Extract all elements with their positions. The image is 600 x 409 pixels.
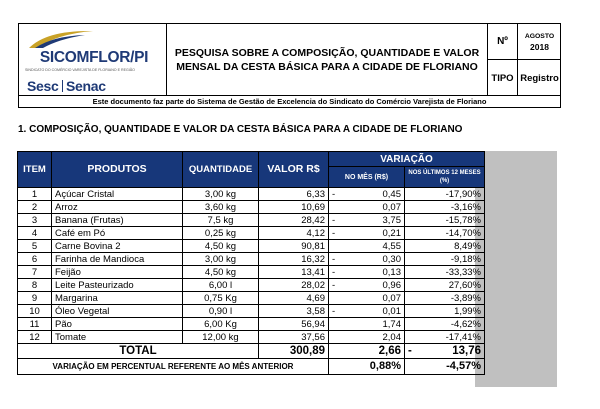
side-gray-panel: [475, 151, 557, 387]
percent-row: [18, 359, 485, 375]
row-mes: 0,07: [382, 201, 401, 213]
row-item: 11: [18, 318, 52, 331]
row-quantidade: 0,75 Kg: [183, 292, 259, 305]
row-produto: Tomate: [52, 331, 183, 344]
table-row: [18, 331, 485, 344]
tipo-label: TIPO: [488, 60, 518, 96]
row-ultimos-12: -17,90%: [405, 188, 485, 201]
row-item: 2: [18, 201, 52, 214]
row-quantidade: 0,90 l: [183, 305, 259, 318]
row-mes: 0,21: [382, 227, 401, 239]
row-mes-cell: [329, 331, 405, 344]
table-row: [18, 240, 485, 253]
table-row: [18, 201, 485, 214]
document-header: [18, 23, 561, 96]
row-valor: 56,94: [259, 318, 329, 331]
row-sign: -: [332, 266, 336, 278]
table-row: [18, 227, 485, 240]
header-item: ITEM: [18, 152, 52, 188]
swoosh-logo-icon: [27, 28, 97, 50]
row-sign: -: [332, 188, 336, 200]
year-label: 2018: [530, 41, 549, 52]
date-cell: [518, 24, 561, 60]
row-quantidade: 4,50 kg: [183, 266, 259, 279]
row-quantidade: 12,00 kg: [183, 331, 259, 344]
header-produtos: PRODUTOS: [52, 152, 183, 188]
total-ano: 13,76: [452, 344, 481, 357]
total-row: [18, 344, 485, 359]
row-sign: -: [332, 305, 336, 317]
row-valor: 28,42: [259, 214, 329, 227]
row-mes-cell: [329, 253, 405, 266]
brand-subtitle: SINDICATO DO COMÉRCIO VAREJISTA DE FLORIANO E REGIÃO: [25, 68, 135, 72]
header-ultimos-12-meses: NOS ÚLTIMOS 12 MESES (%): [405, 167, 485, 188]
row-valor: 3,58: [259, 305, 329, 318]
document-title: PESQUISA SOBRE A COMPOSIÇÃO, QUANTIDADE E VALOR MENSAL DA CESTA BÁSICA PARA A CIDADE DE FLORIANO: [167, 24, 488, 96]
row-mes-cell: [329, 305, 405, 318]
row-ultimos-12: -3,89%: [405, 292, 485, 305]
row-valor: 28,02: [259, 279, 329, 292]
header-no-mes: NO MÊS (R$): [329, 167, 405, 188]
row-valor: 16,32: [259, 253, 329, 266]
row-sign: -: [332, 253, 336, 265]
row-ultimos-12: -14,70%: [405, 227, 485, 240]
row-quantidade: 0,25 kg: [183, 227, 259, 240]
row-item: 9: [18, 292, 52, 305]
total-ano-cell: [405, 344, 485, 359]
row-mes: 0,30: [382, 253, 401, 265]
row-mes-cell: [329, 227, 405, 240]
row-produto: Café em Pó: [52, 227, 183, 240]
row-item: 4: [18, 227, 52, 240]
row-quantidade: 3,00 kg: [183, 253, 259, 266]
percent-mes: 0,88%: [329, 359, 405, 375]
row-mes: 1,74: [382, 318, 401, 330]
row-ultimos-12: 1,99%: [405, 305, 485, 318]
row-ultimos-12: -17,41%: [405, 331, 485, 344]
row-valor: 4,69: [259, 292, 329, 305]
row-produto: Banana (Frutas): [52, 214, 183, 227]
row-ultimos-12: -9,18%: [405, 253, 485, 266]
row-mes: 0,07: [382, 292, 401, 304]
row-valor: 6,33: [259, 188, 329, 201]
row-mes-cell: [329, 318, 405, 331]
row-sign: -: [332, 227, 336, 239]
row-ultimos-12: -33,33%: [405, 266, 485, 279]
table-row: [18, 188, 485, 201]
row-item: 3: [18, 214, 52, 227]
row-produto: Arroz: [52, 201, 183, 214]
row-mes: 4,55: [382, 240, 401, 252]
percent-ano: -4,57%: [405, 359, 485, 375]
total-valor: 300,89: [259, 344, 329, 359]
row-mes-cell: [329, 201, 405, 214]
senac-label: Senac: [66, 78, 106, 94]
row-valor: 10,69: [259, 201, 329, 214]
row-produto: Óleo Vegetal: [52, 305, 183, 318]
section-title: 1. COMPOSIÇÃO, QUANTIDADE E VALOR DA CESTA BÁSICA PARA A CIDADE DE FLORIANO: [18, 124, 463, 135]
row-quantidade: 6,00 Kg: [183, 318, 259, 331]
row-mes-cell: [329, 292, 405, 305]
row-mes-cell: [329, 240, 405, 253]
row-mes: 2,04: [382, 331, 401, 343]
row-ultimos-12: 8,49%: [405, 240, 485, 253]
row-item: 12: [18, 331, 52, 344]
row-mes: 0,96: [382, 279, 401, 291]
header-footnote: Este documento faz parte do Sistema de Gestão de Excelencia do Sindicato do Comércio Varejista de Floriano: [18, 95, 561, 108]
table-row: [18, 292, 485, 305]
row-item: 8: [18, 279, 52, 292]
table-row: [18, 305, 485, 318]
row-mes-cell: [329, 188, 405, 201]
row-item: 10: [18, 305, 52, 318]
row-produto: Farinha de Mandioca: [52, 253, 183, 266]
row-item: 6: [18, 253, 52, 266]
row-mes: 3,75: [382, 214, 401, 226]
table-row: [18, 279, 485, 292]
row-produto: Leite Pasteurizado: [52, 279, 183, 292]
row-mes-cell: [329, 279, 405, 292]
percent-label: VARIAÇÃO EM PERCENTUAL REFERENTE AO MÊS ANTERIOR: [18, 359, 329, 375]
row-item: 5: [18, 240, 52, 253]
total-label: TOTAL: [18, 344, 259, 359]
brand-name: SICOMFLOR/PI: [39, 49, 149, 66]
row-ultimos-12: -3,16%: [405, 201, 485, 214]
sesc-senac-logo: [27, 78, 106, 94]
row-produto: Margarina: [52, 292, 183, 305]
row-quantidade: 3,60 kg: [183, 201, 259, 214]
sicomflor-logo: [19, 24, 167, 96]
row-produto: Açúcar Cristal: [52, 188, 183, 201]
registro-label: Registro: [520, 72, 559, 84]
header-quantidade: QUANTIDADE: [183, 152, 259, 188]
row-ultimos-12: -15,78%: [405, 214, 485, 227]
table-row: [18, 318, 485, 331]
row-produto: Carne Bovina 2: [52, 240, 183, 253]
table-row: [18, 214, 485, 227]
row-produto: Pão: [52, 318, 183, 331]
row-ultimos-12: -4,62%: [405, 318, 485, 331]
month-label: AGOSTO: [524, 32, 555, 40]
table-row: [18, 266, 485, 279]
row-valor: 90,81: [259, 240, 329, 253]
row-mes-cell: [329, 266, 405, 279]
table-row: [18, 253, 485, 266]
header-valor: VALOR R$: [259, 152, 329, 188]
cesta-basica-table: [17, 151, 485, 375]
row-item: 7: [18, 266, 52, 279]
row-produto: Feijão: [52, 266, 183, 279]
row-sign: -: [332, 279, 336, 291]
row-mes: 0,01: [382, 305, 401, 317]
sesc-label: Sesc: [27, 78, 59, 94]
total-sign: -: [408, 344, 412, 357]
number-label: Nº: [488, 24, 518, 60]
row-mes: 0,45: [382, 188, 401, 200]
row-quantidade: 7,5 kg: [183, 214, 259, 227]
row-mes: 0,13: [382, 266, 401, 278]
row-item: 1: [18, 188, 52, 201]
total-mes: 2,66: [329, 344, 405, 359]
row-quantidade: 6,00 l: [183, 279, 259, 292]
row-valor: 4,12: [259, 227, 329, 240]
row-quantidade: 4,50 kg: [183, 240, 259, 253]
row-valor: 37,56: [259, 331, 329, 344]
header-variacao: VARIAÇÃO: [329, 152, 485, 167]
row-quantidade: 3,00 kg: [183, 188, 259, 201]
row-mes-cell: [329, 214, 405, 227]
row-ultimos-12: 27,60%: [405, 279, 485, 292]
row-valor: 13,41: [259, 266, 329, 279]
row-sign: -: [332, 214, 336, 226]
